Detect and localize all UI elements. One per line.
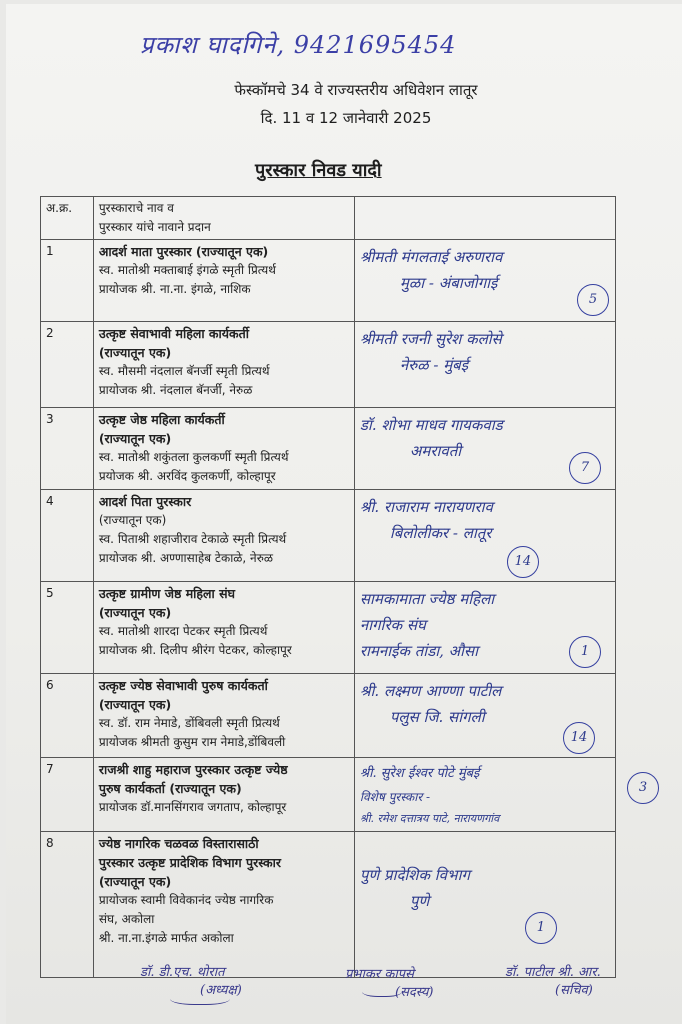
- signature-3: [505, 962, 601, 998]
- winner-line: पुणे प्रादेशिक विभाग: [359, 866, 470, 884]
- table-row: [41, 322, 616, 408]
- signature-3-role: (सचिव): [555, 983, 593, 998]
- score-mark: 1: [569, 636, 601, 668]
- award-name: उत्कृष्ट ज्येष्ठ सेवाभावी पुरुष कार्यकर्ता: [98, 678, 268, 693]
- award-sponsor-cont: संघ, अकोला: [98, 912, 155, 926]
- award-sponsor: प्रायोजक डॉ.मानसिंगराव जगताप, कोल्हापूर: [98, 800, 287, 814]
- document-title: फेस्कॉमचे 34 वे राज्यस्तरीय अधिवेशन लातूर: [234, 81, 478, 99]
- handwritten-contact: प्रकाश घादगिने, 9421695454: [140, 31, 457, 59]
- award-name: ज्येष्ठ नागरिक चळवळ विस्तारासाठी: [98, 836, 259, 851]
- award-name: आदर्श माता पुरस्कार (राज्यातून एक): [98, 244, 269, 259]
- winner-line: सामकामाता ज्येष्ठ महिला: [359, 590, 495, 608]
- winner-cell: [354, 674, 615, 758]
- winner-line: श्री. लक्ष्मण आण्णा पाटील: [359, 682, 502, 700]
- award-memorial: स्व. मातोश्री शकुंतला कुलकर्णी स्मृती प्रित्यर्थ: [98, 450, 289, 464]
- winner-line: श्रीमती मंगलताई अरुणराव: [359, 248, 503, 266]
- signature-scribble: [170, 990, 230, 1005]
- winner-line: बिलोलीकर - लातूर: [389, 524, 492, 542]
- award-memorial: स्व. मौसमी नंदलाल बॅनर्जी स्मृती प्रित्यर्थ: [98, 364, 270, 378]
- row-serial: 5: [41, 582, 94, 674]
- award-memorial: स्व. पिताश्री शहाजीराव टेकाळे स्मृती प्रित्यर्थ: [98, 532, 287, 546]
- winner-line: नेरुळ - मुंबई: [399, 356, 469, 374]
- winner-line: श्री. रमेश दत्तात्रय पाटे, नारायणगांव: [359, 812, 500, 825]
- header-award: [93, 197, 354, 240]
- award-sponsor-via: श्री. ना.ना.इंगळे मार्फत अकोला: [98, 931, 234, 945]
- award-sponsor: प्रयोजक श्री. अरविंद कुलकर्णी, कोल्हापूर: [98, 469, 276, 483]
- award-name-cont: पुरस्कार उत्कृष्ट प्रादेशिक विभाग पुरस्कार: [98, 855, 282, 870]
- award-memorial: स्व. डॉ. राम नेमाडे, डोंबिवली स्मृती प्रित्यर्थ: [98, 716, 280, 730]
- winner-line: अमरावती: [409, 442, 462, 460]
- award-cell: [93, 832, 354, 978]
- award-name-cont: पुरुष कार्यकर्ता (राज्यातून एक): [98, 781, 242, 796]
- row-serial: 8: [41, 832, 94, 978]
- award-memorial: स्व. मातोश्री शारदा पेटकर स्मृती प्रित्यर्थ: [98, 624, 268, 638]
- award-name-cont: (राज्यातून एक): [98, 431, 172, 446]
- signature-1-name: डॉ. डी.एच. थोरात: [140, 965, 225, 980]
- score-mark: 7: [569, 452, 601, 484]
- table-row: [41, 240, 616, 322]
- winner-line: पलुस जि. सांगली: [389, 708, 485, 726]
- signature-1-role: (अध्यक्ष): [200, 983, 242, 998]
- score-mark: 14: [563, 722, 595, 754]
- winner-cell: [354, 240, 615, 322]
- winner-cell: [354, 490, 615, 582]
- table-row: [41, 832, 616, 978]
- winner-line: नागरिक संघ: [359, 616, 426, 634]
- award-cell: [93, 490, 354, 582]
- awards-table: [40, 196, 648, 978]
- winner-cell: [354, 758, 648, 832]
- header-award-line2: पुरस्कार यांचे नावाने प्रदान: [98, 220, 211, 234]
- winner-line: श्री. राजाराम नारायणराव: [359, 498, 493, 516]
- document-date: दि. 11 व 12 जानेवारी 2025: [260, 109, 432, 127]
- table-row: [41, 490, 616, 582]
- winner-line: श्रीमती रजनी सुरेश कलोसे: [359, 330, 502, 348]
- winner-line: मुळा - अंबाजोगाई: [399, 274, 498, 292]
- row-serial: 4: [41, 490, 94, 582]
- award-name-cont: (राज्यातून एक): [98, 605, 172, 620]
- score-mark: 14: [507, 546, 539, 578]
- award-cell: [93, 322, 354, 408]
- signature-3-name: डॉ. पाटील श्री. आर.: [505, 965, 601, 980]
- award-cell: [93, 240, 354, 322]
- header-winner: [354, 197, 615, 240]
- winner-line: डॉ. शोभा माधव गायकवाड: [359, 416, 503, 434]
- table-row: [41, 758, 616, 832]
- award-cell: [93, 758, 354, 832]
- row-serial: 2: [41, 322, 94, 408]
- score-mark: 5: [577, 284, 609, 316]
- winner-line: रामनाईक तांडा, औसा: [359, 642, 479, 660]
- award-sponsor: प्रायोजक स्वामी विवेकानंद ज्येष्ठ नागरिक: [98, 893, 274, 907]
- award-name-cont: (राज्यातून एक): [98, 874, 172, 889]
- winner-cell: [354, 832, 615, 978]
- table-header-row: [41, 197, 616, 240]
- signature-2-role: (सदस्य): [395, 985, 434, 1000]
- award-cell: [93, 582, 354, 674]
- award-name-cont: (राज्यातून एक): [98, 697, 172, 712]
- award-sponsor: प्रायोजक श्रीमती कुसुम राम नेमाडे,डोंबिवली: [98, 735, 286, 749]
- winner-line: विशेष पुरस्कार -: [359, 790, 431, 804]
- table-row: [41, 408, 616, 490]
- row-serial: 7: [41, 758, 94, 832]
- award-name-cont: (राज्यातून एक): [98, 345, 172, 360]
- award-name: उत्कृष्ट ग्रामीण जेष्ठ महिला संघ: [98, 586, 235, 601]
- award-name: राजश्री शाहु महाराज पुरस्कार उत्कृष्ट ज्येष्ठ: [98, 762, 288, 777]
- row-serial: 6: [41, 674, 94, 758]
- score-mark: 3: [627, 772, 659, 804]
- list-title: पुरस्कार निवड यादी: [255, 160, 382, 181]
- award-cell: [93, 674, 354, 758]
- winner-cell: [354, 408, 615, 490]
- winner-line: श्री. सुरेश ईश्वर पोटे मुंबई: [359, 766, 480, 781]
- signature-scribble: [362, 984, 402, 997]
- table-row: [41, 582, 616, 674]
- header-award-line1: पुरस्काराचे नाव व: [98, 201, 174, 215]
- award-sponsor: प्रायोजक श्री. दिलीप श्रीरंग पेटकर, कोल्हापूर: [98, 643, 292, 657]
- award-sponsor: प्रायोजक श्री. ना.ना. इंगळे, नाशिक: [98, 282, 251, 296]
- award-sponsor: प्रायोजक श्री. अण्णासाहेब टेकाळे, नेरुळ: [98, 551, 274, 565]
- signatures-area: [130, 962, 670, 1022]
- award-name-cont: (राज्यातून एक): [98, 513, 167, 527]
- header-serial: अ.क्र.: [41, 197, 94, 240]
- award-sponsor: प्रायोजक श्री. नंदलाल बॅनर्जी, नेरुळ: [98, 383, 253, 397]
- row-serial: 3: [41, 408, 94, 490]
- winner-line: पुणे: [409, 892, 430, 910]
- award-name: उत्कृष्ट जेष्ठ महिला कार्यकर्ती: [98, 412, 225, 427]
- winner-cell: [354, 582, 615, 674]
- row-serial: 1: [41, 240, 94, 322]
- award-name: उत्कृष्ट सेवाभावी महिला कार्यकर्ती: [98, 326, 249, 341]
- signature-2-name: प्रभाकर कापसे: [345, 967, 414, 982]
- score-mark: 1: [525, 912, 557, 944]
- award-name: आदर्श पिता पुरस्कार: [98, 494, 192, 509]
- table-row: [41, 674, 616, 758]
- award-memorial: स्व. मातोश्री मक्ताबाई इंगळे स्मृती प्रित्यर्थ: [98, 263, 276, 277]
- winner-cell: [354, 322, 615, 408]
- award-cell: [93, 408, 354, 490]
